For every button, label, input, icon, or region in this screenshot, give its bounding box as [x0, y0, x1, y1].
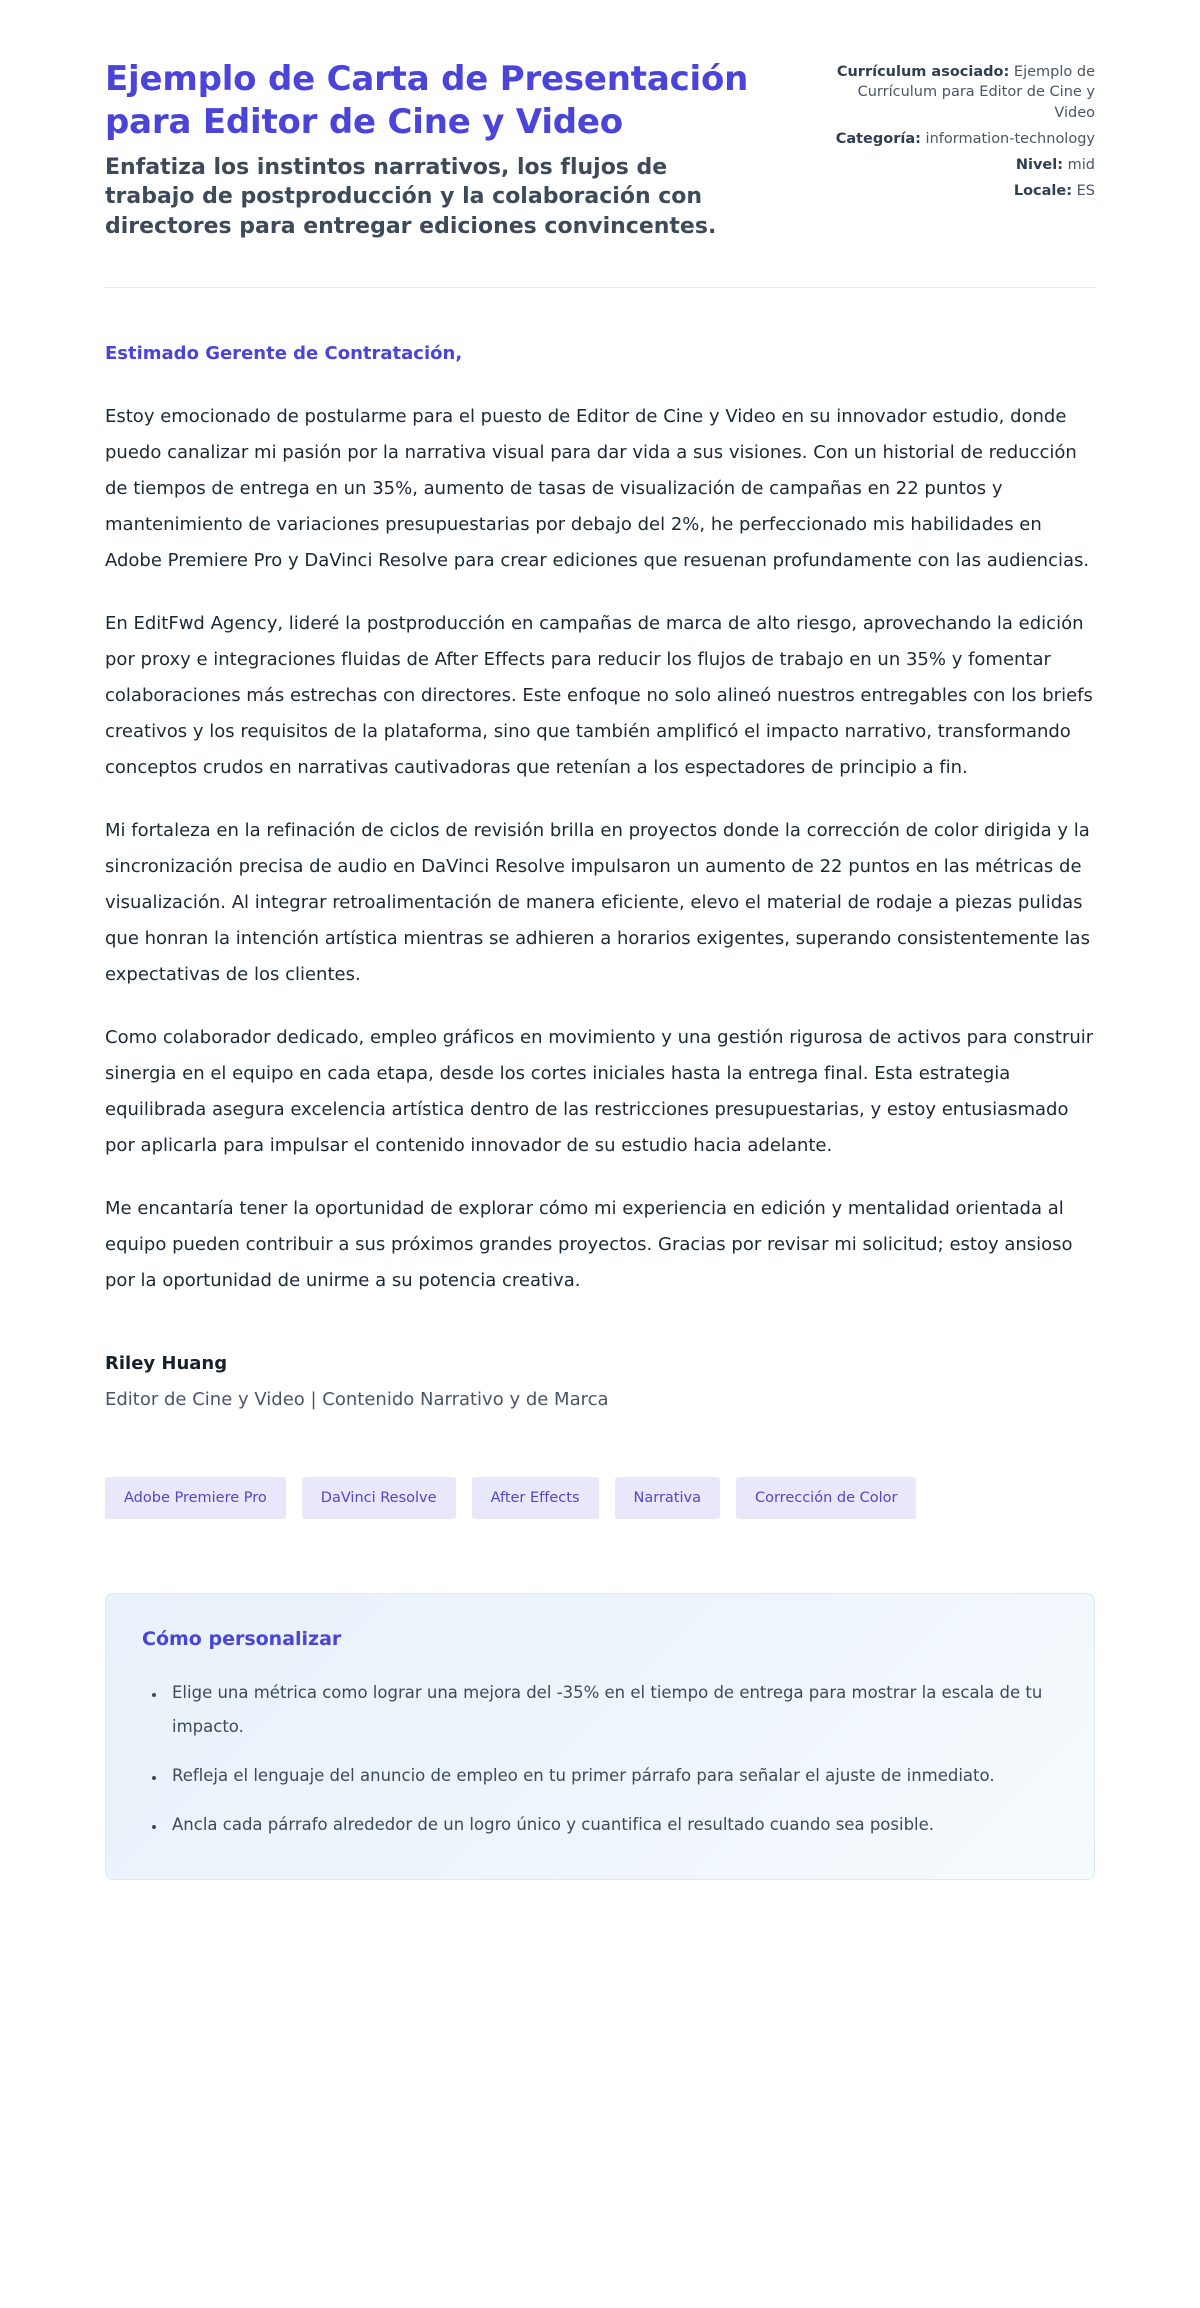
meta-value: mid: [1063, 157, 1095, 174]
header-title-block: [105, 58, 755, 241]
meta-label: Nivel:: [1015, 157, 1064, 174]
meta-row: [823, 62, 1095, 123]
tips-title: Cómo personalizar: [142, 1628, 342, 1651]
letter-paragraph: Me encantaría tener la oportunidad de explorar cómo mi experiencia en edición y mentalidad orientada al equipo pueden contribuir a sus próximos grandes proyectos. Gracias por revisar mi solicitud; estoy ansioso por la oportunidad de unirme a su potencia creativa.: [105, 1198, 1073, 1292]
page-title: Ejemplo de Carta de Presentación para Editor de Cine y Video: [105, 59, 749, 142]
meta-label: Locale:: [1013, 183, 1073, 200]
skill-tag: Adobe Premiere Pro: [105, 1477, 286, 1520]
customization-tips-box: [105, 1593, 1095, 1880]
letter-section: [105, 340, 1095, 1412]
letter-paragraph: Estoy emocionado de postularme para el puesto de Editor de Cine y Video en su innovador estudio, donde puedo canalizar mi pasión por la narrativa visual para dar vida a sus visiones. Con un historial de reducción de tiempos de entrega en un 35%, aumento de tasas de visualización de campañas en 22 puntos y mantenimiento de variaciones presupuestarias por debajo del 2%, he perfeccionado mis habilidades en Adobe Premiere Pro y DaVinci Resolve para crear ediciones que resuenan profundamente con las audiencias.: [105, 406, 1090, 572]
resume-meta-panel: [823, 58, 1095, 208]
tips-list: [142, 1676, 1058, 1841]
signature-name: Riley Huang: [105, 1353, 228, 1375]
page-subtitle: Enfatiza los instintos narrativos, los flujos de trabajo de postproducción y la colaboración con directores para entregar ediciones convincentes.: [105, 155, 717, 239]
tip-item: • Refleja el lenguaje del anuncio de empleo en tu primer párrafo para señalar el ajuste de inmediato.: [166, 1759, 1058, 1793]
header-divider: [105, 287, 1095, 288]
meta-value: ES: [1072, 183, 1095, 200]
meta-label: Categoría:: [835, 130, 921, 147]
skill-tag-list: [105, 1477, 1095, 1520]
skill-tag: Corrección de Color: [736, 1477, 917, 1520]
tip-item: • Ancla cada párrafo alrededor de un logro único y cuantifica el resultado cuando sea posible.: [166, 1808, 1058, 1842]
meta-row: [823, 181, 1095, 201]
tip-item: • Elige una métrica como lograr una mejora del -35% en el tiempo de entrega para mostrar la escala de tu impacto.: [166, 1676, 1058, 1744]
letter-body: [105, 399, 1095, 1299]
cover-letter-page: [105, 0, 1095, 1950]
letter-paragraph: En EditFwd Agency, lideré la postproducción en campañas de marca de alto riesgo, aprovechando la edición por proxy e integraciones fluidas de After Effects para reducir los flujos de trabajo en un 35% y fomentar colaboraciones más estrechas con directores. Este enfoque no solo alineó nuestros entregables con los briefs creativos y los requisitos de la plataforma, sino que también amplificó el impacto narrativo, transformando conceptos crudos en narrativas cautivadoras que retenían a los espectadores de principio a fin.: [105, 613, 1093, 779]
signature-title: Editor de Cine y Video | Contenido Narrativo y de Marca: [105, 1389, 609, 1411]
meta-row: [823, 155, 1095, 175]
meta-value: information-technology: [920, 130, 1095, 147]
meta-label: Currículum asociado:: [836, 64, 1010, 80]
skill-tag: Narrativa: [615, 1477, 720, 1520]
letter-greeting: Estimado Gerente de Contratación,: [105, 343, 463, 365]
letter-paragraph: Mi fortaleza en la refinación de ciclos de revisión brilla en proyectos donde la corrección de color dirigida y la sincronización precisa de audio en DaVinci Resolve impulsaron un aumento de 22 puntos en las métricas de visualización. Al integrar retroalimentación de manera eficiente, elevo el material de rodaje a piezas pulidas que honran la intención artística mientras se adhieren a horarios exigentes, superando consistentemente las expectativas de los clientes.: [105, 820, 1090, 986]
letter-paragraph: Como colaborador dedicado, empleo gráficos en movimiento y una gestión rigurosa de activos para construir sinergia en el equipo en cada etapa, desde los cortes iniciales hasta la entrega final. Esta estrategia equilibrada asegura excelencia artística dentro de las restricciones presupuestarias, y estoy entusiasmado por aplicarla para impulsar el contenido innovador de su estudio hacia adelante.: [105, 1027, 1094, 1157]
skill-tag: DaVinci Resolve: [302, 1477, 456, 1520]
page-header: [105, 58, 1095, 241]
meta-value: Ejemplo de Currículum para Editor de Cine y Video: [857, 64, 1095, 121]
skill-tag: After Effects: [472, 1477, 599, 1520]
meta-row: [823, 129, 1095, 149]
